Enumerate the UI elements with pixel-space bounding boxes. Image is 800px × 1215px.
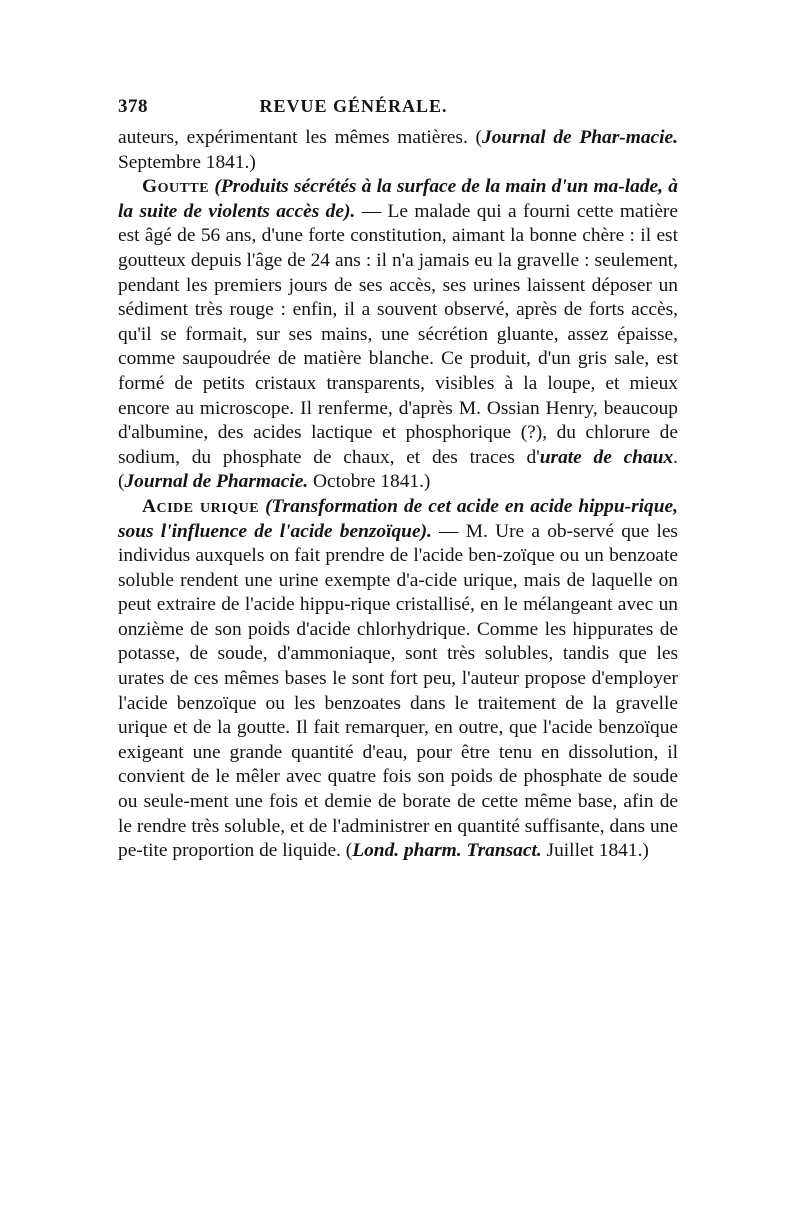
paragraph-continuation <box>118 126 678 175</box>
section-subtitle-goutte: (Produits sécrétés à la surface de la main d'un ma-lade, à la suite de violents accès de). <box>118 176 678 222</box>
journal-citation: Journal de Pharmacie. <box>124 471 309 493</box>
goutte-body-3: Octobre 1841.) <box>308 471 431 493</box>
goutte-body-2: . ( <box>118 446 678 493</box>
paragraph-goutte <box>118 175 678 495</box>
body-text <box>118 126 678 864</box>
section-subtitle-acide-urique: (Transformation de cet acide en acide hippu-rique, sous l'influence de l'acide benzoïque). <box>118 495 678 542</box>
continuation-text: auteurs, expérimentant les mêmes matières. ( <box>118 127 483 148</box>
acide-urique-body-2: Juillet 1841.) <box>541 840 649 862</box>
journal-citation: Journal de Phar-macie. <box>482 127 678 148</box>
continuation-date: Septembre 1841.) <box>118 151 256 173</box>
page-header <box>118 96 678 124</box>
section-keyword-goutte: Goutte <box>142 176 210 198</box>
page-number: 378 <box>118 96 148 117</box>
page-content <box>118 96 678 864</box>
goutte-body-1: — Le malade qui a fourni cette matière est âgé de 56 ans, d'une forte constitution, aimant la bonne chère : il est goutteux depuis l'âge de 24 ans : il n'a jamais eu la gravelle : seulement, pendant les premiers jours de ses accès, ses urines laissent déposer un sédiment très rouge : enfin, il a souvent observé, après de forts accès, qu'il se formait, sur ses mains, une sécrétion gluante, assez épaisse, comme saupoudrée de matière blanche. Ce produit, d'un gris sale, est formé de petits cristaux transparents, visibles à la loupe, et mieux encore au microscope. Il renferme, d'après M. Ossian Henry, beaucoup d'albumine, des acides lactique et phosphorique (?), du chlorure de sodium, du phosphate de chaux, et des traces d' <box>118 200 678 468</box>
running-head: REVUE GÉNÉRALE. <box>259 96 448 116</box>
journal-citation: Lond. pharm. Transact. <box>352 840 542 862</box>
paragraph-acide-urique <box>118 495 678 864</box>
acide-urique-body-1: — M. Ure a ob-servé que les individus auxquels on fait prendre de l'acide ben-zoïque ou un benzoate soluble rendent une urine exempte d'a-cide urique, mais de laquelle on peut extraire de l'acide hippu-rique cristallisé, en le mélangeant avec un onzième de son poids d'acide chlorhydrique. Comme les hippurates de potasse, de soude, d'ammoniaque, sont très solubles, tandis que les urates de ces mêmes bases le sont fort peu, l'auteur propose d'employer l'acide benzoïque ou les benzoates dans le traitement de la gravelle urique et de la goutte. Il fait remarquer, en outre, que l'acide benzoïque exigeant une grande quantité d'eau, pour être tenu en dissolution, il convient de le mêler avec quatre fois son poids de phosphate de soude ou seule-ment une fois et demie de borate de cette même base, afin de le rendre très soluble, et de l'administrer en quantité suffisante, dans une pe-tite proportion de liquide. ( <box>118 520 678 862</box>
section-keyword-acide-urique: Acide urique <box>142 495 260 517</box>
urate-term: urate de chaux <box>539 446 674 468</box>
